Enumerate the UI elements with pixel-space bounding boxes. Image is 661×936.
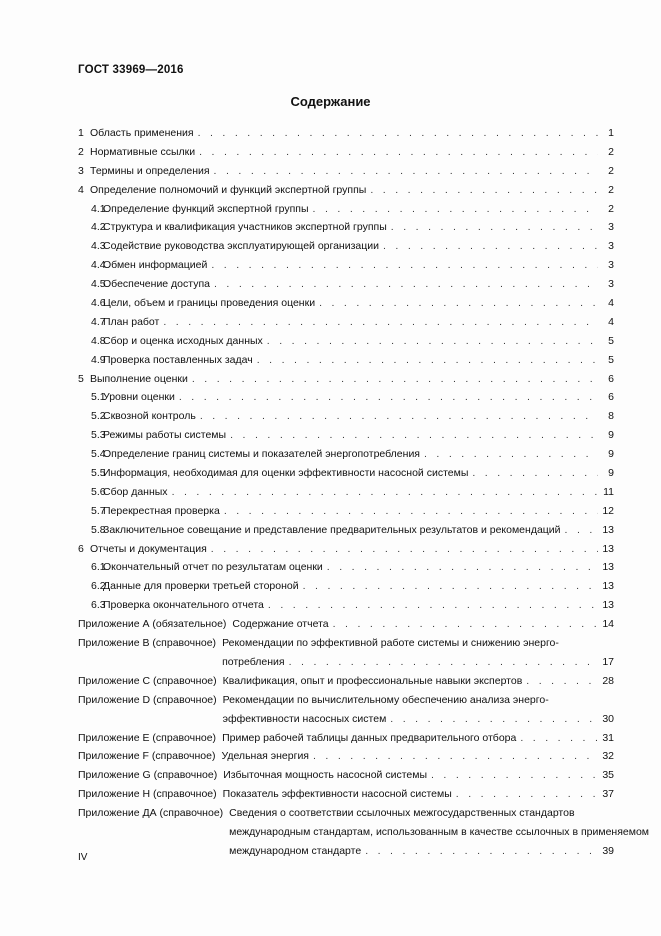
appendix-entry[interactable] — [78, 672, 614, 691]
appendix-entry[interactable] — [78, 747, 614, 766]
appendix-page: 14 — [602, 618, 614, 631]
appendix-title: Избыточная мощность насосной системы — [223, 769, 427, 782]
toc-entry[interactable] — [78, 407, 614, 426]
toc-entry-number: 5.2 — [91, 410, 106, 423]
leader-dots — [211, 540, 598, 559]
toc-entry-title: Проверка поставленных задач — [103, 353, 253, 366]
toc-entry-title: Определение функций экспертной группы — [103, 202, 309, 215]
leader-dots — [257, 351, 598, 370]
toc-entry-page: 4 — [608, 315, 614, 328]
appendix-title: Показатель эффективности насосной системы — [222, 788, 452, 801]
toc-entry-page: 3 — [608, 221, 614, 234]
toc-entry[interactable] — [78, 445, 614, 464]
appendix-page: 17 — [602, 655, 614, 668]
toc-entry-page: 5 — [608, 334, 614, 347]
toc-entry-page: 13 — [602, 523, 614, 536]
toc-entry-title: Окончательный отчет по результатам оценки — [103, 561, 323, 574]
toc-entry-number: 5.7 — [91, 504, 106, 517]
leader-dots — [214, 162, 598, 181]
leader-dots — [199, 143, 598, 162]
toc-entry-number: 5.3 — [91, 429, 106, 442]
toc-entry-title: Информация, необходимая для оценки эффективности насосной системы — [103, 467, 469, 480]
toc-entry-page: 8 — [608, 410, 614, 423]
table-of-contents — [78, 124, 650, 861]
leader-dots — [327, 558, 598, 577]
toc-entry[interactable] — [78, 521, 614, 540]
leader-dots — [390, 710, 598, 729]
leader-dots — [289, 653, 598, 672]
toc-entry-title: Выполнение оценки — [90, 372, 188, 385]
leader-dots — [230, 426, 598, 445]
toc-entry-number: 4.6 — [91, 297, 106, 310]
toc-entry[interactable] — [78, 370, 614, 389]
toc-entry[interactable] — [78, 577, 614, 596]
appendix-page: 39 — [602, 844, 614, 857]
toc-entry-title: Термины и определения — [90, 164, 210, 177]
toc-entry-title: Обмен информацией — [103, 259, 208, 272]
page-title: Содержание — [290, 94, 371, 109]
leader-dots — [370, 181, 598, 200]
document-header: ГОСТ 33969—2016 — [78, 64, 184, 76]
leader-dots — [456, 785, 598, 804]
toc-entry[interactable] — [78, 332, 614, 351]
toc-entry-page: 6 — [608, 372, 614, 385]
toc-entry[interactable] — [78, 275, 614, 294]
appendix-title: Рекомендации по эффективной работе системы и снижению энерго- — [222, 637, 559, 650]
toc-entry[interactable] — [78, 181, 614, 200]
appendix-title: эффективности насосных систем — [222, 712, 387, 725]
leader-dots — [313, 200, 598, 219]
toc-entry-page: 13 — [602, 542, 614, 555]
leader-dots — [391, 218, 598, 237]
toc-entry-number: 6.2 — [91, 580, 106, 593]
toc-entry-page: 12 — [602, 504, 614, 517]
toc-entry-number: 4.7 — [91, 315, 106, 328]
toc-entry-title: План работ — [103, 315, 160, 328]
toc-entry-page: 1 — [608, 127, 614, 139]
leader-dots — [424, 445, 598, 464]
leader-dots — [268, 596, 598, 615]
toc-entry-title: Содействие руководства эксплуатирующей организации — [103, 240, 379, 253]
toc-entry[interactable] — [78, 200, 614, 219]
appendix-label: Приложение В (справочное) — [78, 637, 217, 650]
toc-entry-page: 2 — [608, 164, 614, 177]
appendix-title: потребления — [222, 655, 285, 668]
leader-dots — [333, 615, 598, 634]
toc-entry-number: 5.1 — [91, 391, 106, 404]
toc-entry[interactable] — [78, 502, 614, 521]
leader-dots — [198, 124, 598, 143]
leader-dots — [192, 370, 598, 389]
toc-entry-page: 13 — [602, 580, 614, 593]
toc-entry-page: 9 — [608, 429, 614, 442]
toc-entry-number: 5.4 — [91, 448, 106, 461]
toc-entry-number: 4.3 — [91, 240, 106, 253]
appendix-label: Приложение D (справочное) — [78, 693, 217, 706]
toc-entry-title: Сквозной контроль — [103, 410, 196, 423]
toc-entry[interactable] — [78, 237, 614, 256]
toc-entry-title: Сбор и оценка исходных данных — [103, 334, 263, 347]
toc-entry-number: 6 — [78, 542, 84, 555]
toc-entry[interactable] — [78, 426, 614, 445]
appendix-title: международном стандарте — [229, 844, 362, 857]
appendix-title: Сведения о соответствии ссылочных межгосударственных стандартов — [229, 807, 575, 820]
toc-entry[interactable] — [78, 464, 614, 483]
toc-entry[interactable] — [78, 294, 614, 313]
appendix-label: Приложение С (справочное) — [78, 674, 217, 687]
leader-dots — [365, 842, 598, 861]
toc-entry-number: 4.4 — [91, 259, 106, 272]
leader-dots — [520, 729, 598, 748]
toc-entry-title: Цели, объем и границы проведения оценки — [103, 297, 316, 310]
leader-dots — [383, 237, 598, 256]
toc-entry-title: Уровни оценки — [103, 391, 175, 404]
toc-entry[interactable] — [78, 483, 614, 502]
toc-entry[interactable] — [78, 124, 614, 143]
appendix-entry-continuation[interactable] — [78, 710, 614, 729]
toc-entry-number: 5.5 — [91, 467, 106, 480]
leader-dots — [431, 766, 598, 785]
toc-entry-page: 2 — [608, 183, 614, 196]
toc-entry-number: 4.1 — [91, 202, 106, 215]
toc-entry-page: 9 — [608, 467, 614, 480]
appendix-label: Приложение Е (справочное) — [78, 731, 217, 744]
toc-entry[interactable] — [78, 313, 614, 332]
toc-entry-page: 6 — [608, 391, 614, 404]
toc-entry[interactable] — [78, 218, 614, 237]
appendix-entry[interactable] — [78, 729, 614, 748]
toc-entry-page: 13 — [602, 599, 614, 612]
appendix-label: Приложение G (справочное) — [78, 769, 218, 782]
toc-entry-number: 6.3 — [91, 599, 106, 612]
toc-entry-title: Перекрестная проверка — [103, 504, 220, 517]
appendix-entry-continuation[interactable] — [78, 842, 614, 861]
toc-entry-page: 5 — [608, 353, 614, 366]
appendix-page: 32 — [602, 750, 614, 763]
appendix-title: Содержание отчета — [232, 618, 329, 631]
toc-entry-title: Данные для проверки третьей стороной — [103, 580, 299, 593]
toc-entry[interactable] — [78, 143, 614, 162]
toc-entry-title: Отчеты и документация — [90, 542, 207, 555]
toc-entry-number: 4.8 — [91, 334, 106, 347]
toc-entry[interactable] — [78, 558, 614, 577]
leader-dots — [163, 313, 598, 332]
appendix-title: Квалификация, опыт и профессиональные навыки экспертов — [222, 674, 523, 687]
toc-entry-title: Заключительное совещание и представление предварительных результатов и рекомендаций — [103, 523, 561, 536]
toc-entry-page: 3 — [608, 278, 614, 291]
toc-entry-page: 4 — [608, 297, 614, 310]
toc-entry-page: 3 — [608, 240, 614, 253]
appendix-entry[interactable] — [78, 615, 614, 634]
toc-entry-number: 2 — [78, 145, 84, 158]
toc-entry-title: Определение полномочий и функций экспертной группы — [90, 183, 367, 196]
toc-entry-number: 4 — [78, 183, 84, 196]
leader-dots — [179, 388, 598, 407]
leader-dots — [211, 256, 598, 275]
appendix-entry[interactable] — [78, 766, 614, 785]
appendix-label: Приложение ДА (справочное) — [78, 807, 224, 820]
toc-entry-number: 4.5 — [91, 278, 106, 291]
toc-entry[interactable] — [78, 351, 614, 370]
toc-entry-title: Область применения — [90, 127, 194, 139]
toc-entry-page: 9 — [608, 448, 614, 461]
leader-dots — [214, 275, 598, 294]
toc-entry-number: 4.9 — [91, 353, 106, 366]
toc-entry-number: 1 — [78, 127, 84, 139]
appendix-title: Удельная энергия — [221, 750, 309, 763]
toc-entry-number: 5.6 — [91, 485, 106, 498]
leader-dots — [200, 407, 598, 426]
toc-entry-title: Проверка окончательного отчета — [103, 599, 264, 612]
leader-dots — [224, 502, 598, 521]
leader-dots — [565, 521, 598, 540]
appendix-entry[interactable] — [78, 634, 614, 653]
appendix-entry[interactable] — [78, 804, 614, 823]
leader-dots — [172, 483, 598, 502]
toc-entry-number: 5.8 — [91, 523, 106, 536]
appendix-page: 30 — [602, 712, 614, 725]
toc-entry[interactable] — [78, 388, 614, 407]
toc-entry-page: 2 — [608, 202, 614, 215]
toc-entry-number: 4.2 — [91, 221, 106, 234]
appendix-entry[interactable] — [78, 691, 614, 710]
toc-entry-title: Определение границ системы и показателей энергопотребления — [103, 448, 420, 461]
appendix-title: Пример рабочей таблицы данных предварительного отбора — [222, 731, 517, 744]
leader-dots — [303, 577, 598, 596]
page-number-footer: IV — [78, 852, 88, 863]
leader-dots — [319, 294, 598, 313]
toc-entry-title: Структура и квалификация участников экспертной группы — [103, 221, 387, 234]
leader-dots — [526, 672, 598, 691]
toc-entry[interactable] — [78, 540, 614, 559]
toc-entry-title: Нормативные ссылки — [90, 145, 196, 158]
appendix-page: 31 — [602, 731, 614, 744]
toc-entry-page: 13 — [602, 561, 614, 574]
toc-entry-page: 2 — [608, 145, 614, 158]
appendix-label: Приложение А (обязательное) — [78, 618, 227, 631]
leader-dots — [313, 747, 598, 766]
toc-entry[interactable] — [78, 162, 614, 181]
appendix-page: 37 — [602, 788, 614, 801]
appendix-page: 28 — [602, 674, 614, 687]
leader-dots — [267, 332, 598, 351]
appendix-label: Приложение Н (справочное) — [78, 788, 217, 801]
appendix-entry-continuation[interactable] — [78, 653, 614, 672]
toc-entry-number: 3 — [78, 164, 84, 177]
toc-entry[interactable] — [78, 256, 614, 275]
toc-entry-page: 11 — [603, 485, 614, 498]
appendix-page: 35 — [602, 769, 614, 782]
toc-entry-title: Обеспечение доступа — [103, 278, 210, 291]
appendix-title: международным стандартам, использованным в качестве ссылочных в применяемом — [229, 825, 650, 838]
toc-entry-page: 3 — [608, 259, 614, 272]
toc-entry-title: Режимы работы системы — [103, 429, 227, 442]
leader-dots — [472, 464, 598, 483]
toc-entry-number: 5 — [78, 372, 84, 385]
appendix-entry-continuation[interactable] — [78, 823, 650, 842]
toc-entry-title: Сбор данных — [103, 485, 168, 498]
appendix-label: Приложение F (справочное) — [78, 750, 216, 763]
toc-entry-number: 6.1 — [91, 561, 106, 574]
appendix-title: Рекомендации по вычислительному обеспечению анализа энерго- — [222, 693, 549, 706]
appendix-entry[interactable] — [78, 785, 614, 804]
toc-entry[interactable] — [78, 596, 614, 615]
